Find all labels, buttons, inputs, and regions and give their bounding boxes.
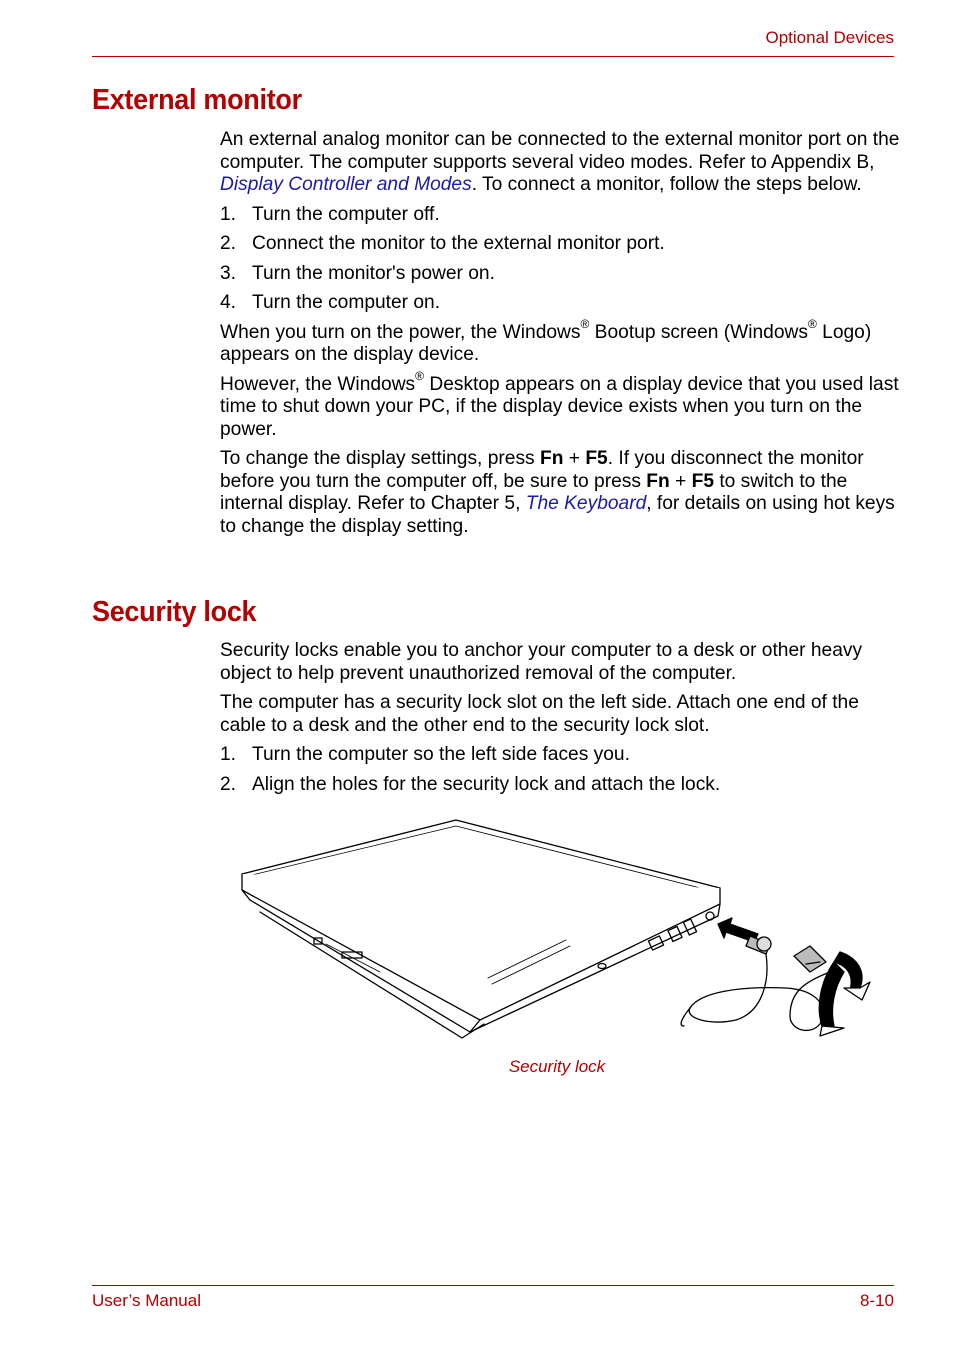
external-monitor-body [220,129,900,545]
running-header: Optional Devices [765,28,894,47]
footer-rule [92,1285,894,1286]
security-intro-paragraph: Security locks enable you to anchor your computer to a desk or other heavy object to help prevent unauthorized removal of the computer. [220,640,863,684]
list-item: 2. Connect the monitor to the external monitor port. [220,233,665,254]
header-rule [92,56,894,57]
however-paragraph: However, the Windows® Desktop appears on a display device that you used last time to shut down your PC, if the display device exists when you turn on the power. [220,369,899,440]
display-controller-link[interactable]: Display Controller and Modes [220,174,472,195]
footer-manual-title: User’s Manual [92,1291,201,1310]
figure-caption: Security lock [508,1057,606,1076]
display-settings-paragraph: To change the display settings, press Fn + F5. If you disconnect the monitor before you turn the computer off, be sure to press Fn + F5 to switch to the internal display. Refer to Chapter 5, The Keyboard, for details on using hot keys to change the display setting. [220,448,895,537]
intro-paragraph: An external analog monitor can be connected to the external monitor port on the computer. The computer supports several video modes. Refer to Appendix B, Display Controller and Modes. To connect a monitor, follow the steps below. [220,129,900,195]
security-lock-illustration [230,812,890,1042]
power-on-paragraph: When you turn on the power, the Windows® Bootup screen (Windows® Logo) appears on the display device. [220,317,872,365]
list-item: 3. Turn the monitor's power on. [220,262,495,284]
keyboard-chapter-link[interactable]: The Keyboard [525,493,647,514]
section-heading-external-monitor: External monitor [92,84,302,116]
list-item: 1. Turn the computer off. [220,203,440,225]
lock-steps-list [220,744,900,796]
list-item: 4. Turn the computer on. [220,292,441,313]
list-item: 1. Turn the computer so the left side faces you. [220,744,630,765]
monitor-steps-list [220,204,900,315]
page-number: 8-10 [859,1291,894,1310]
security-lock-body [220,640,900,803]
list-item: 2. Align the holes for the security lock and attach the lock. [220,773,721,795]
security-slot-paragraph: The computer has a security lock slot on the left side. Attach one end of the cable to a desk and the other end to the security lock slot. [220,692,859,736]
section-heading-security-lock: Security lock [92,596,257,628]
